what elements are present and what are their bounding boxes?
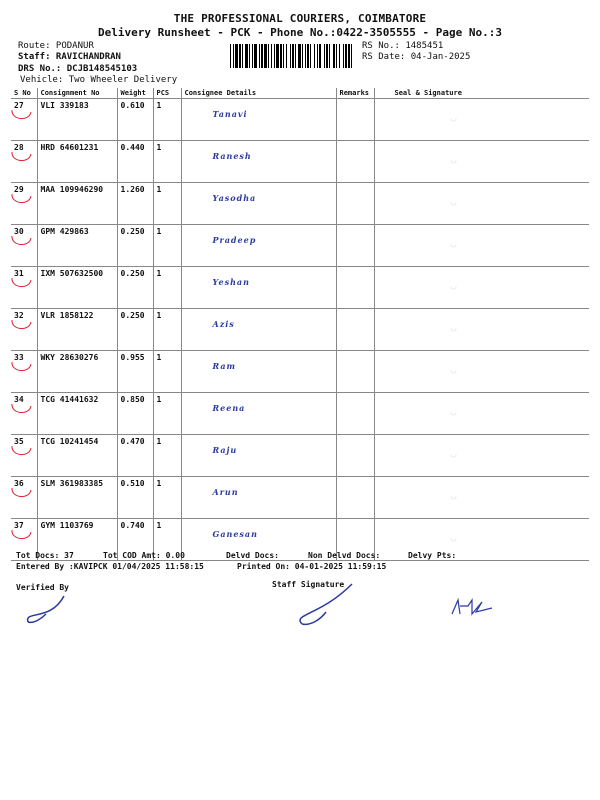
consignee-signature: Yeshan xyxy=(212,277,250,287)
seal-cell xyxy=(374,519,589,561)
sno-value: 34 xyxy=(14,395,24,404)
drs-label: DRS No.: DCJB148545103 xyxy=(18,64,138,74)
faint-stamp-icon: ◡ xyxy=(450,281,457,292)
consignee-cell xyxy=(181,99,336,141)
consignee-signature: Ram xyxy=(212,361,236,371)
seal-cell xyxy=(374,225,589,267)
consignment-cell: VLI 339183 xyxy=(37,99,117,141)
remarks-cell xyxy=(336,183,374,225)
pcs-cell: 1 xyxy=(153,309,181,351)
sno-value: 28 xyxy=(14,143,24,152)
consignee-signature: Ranesh xyxy=(212,151,252,161)
consignment-cell: HRD 64601231 xyxy=(37,141,117,183)
seal-cell xyxy=(374,183,589,225)
sno-cell xyxy=(11,351,37,393)
seal-cell xyxy=(374,351,589,393)
consignment-cell: SLM 361983385 xyxy=(37,477,117,519)
pcs-cell: 1 xyxy=(153,99,181,141)
seal-cell xyxy=(374,309,589,351)
col-seal: Seal & Signature xyxy=(374,88,589,99)
vehicle-label: Vehicle: Two Wheeler Delivery xyxy=(20,75,178,85)
sno-cell xyxy=(11,393,37,435)
remarks-cell xyxy=(336,141,374,183)
delvd-docs: Delvd Docs: xyxy=(226,551,279,560)
consignment-cell: MAA 109946290 xyxy=(37,183,117,225)
pcs-cell: 1 xyxy=(153,477,181,519)
company-title: THE PROFESSIONAL COURIERS, COIMBATORE xyxy=(173,12,427,25)
weight-cell: 0.740 xyxy=(117,519,153,561)
staff-label: Staff: RAVICHANDRAN xyxy=(18,52,121,62)
consignee-cell xyxy=(181,435,336,477)
consignee-cell xyxy=(181,351,336,393)
non-delvd-docs: Non Delvd Docs: xyxy=(308,551,381,560)
seal-cell xyxy=(374,393,589,435)
col-weight: Weight xyxy=(117,88,153,99)
sno-value: 37 xyxy=(14,521,24,530)
col-sno: S No xyxy=(11,88,37,99)
seal-cell xyxy=(374,435,589,477)
table-header-row xyxy=(11,88,589,99)
faint-stamp-icon: ◡ xyxy=(450,197,457,208)
consignee-signature: Arun xyxy=(212,487,239,497)
consignee-cell xyxy=(181,393,336,435)
sno-value: 32 xyxy=(14,311,24,320)
sno-cell xyxy=(11,309,37,351)
table-row xyxy=(11,99,589,141)
table-row xyxy=(11,519,589,561)
consignee-cell xyxy=(181,309,336,351)
pcs-cell: 1 xyxy=(153,519,181,561)
consignee-cell xyxy=(181,267,336,309)
remarks-cell xyxy=(336,267,374,309)
remarks-cell xyxy=(336,435,374,477)
entered-by: Entered By :KAVIPCK 01/04/2025 11:58:15 xyxy=(16,562,204,571)
weight-cell: 0.250 xyxy=(117,225,153,267)
pcs-cell: 1 xyxy=(153,435,181,477)
delvy-pts: Delvy Pts: xyxy=(408,551,457,560)
weight-cell: 0.955 xyxy=(117,351,153,393)
table-row xyxy=(11,393,589,435)
weight-cell: 0.470 xyxy=(117,435,153,477)
consignment-cell: VLR 1858122 xyxy=(37,309,117,351)
staff-signature-label: Staff Signature xyxy=(272,580,345,589)
faint-stamp-icon: ◡ xyxy=(450,323,457,334)
staff-signature xyxy=(290,580,360,630)
barcode xyxy=(230,44,352,68)
table-row xyxy=(11,351,589,393)
consignee-cell xyxy=(181,225,336,267)
sno-value: 35 xyxy=(14,437,24,446)
weight-cell: 0.440 xyxy=(117,141,153,183)
remarks-cell xyxy=(336,309,374,351)
sno-cell xyxy=(11,477,37,519)
remarks-cell xyxy=(336,393,374,435)
sno-value: 31 xyxy=(14,269,24,278)
remarks-cell xyxy=(336,477,374,519)
consignee-signature: Azis xyxy=(212,319,235,329)
table-row xyxy=(11,225,589,267)
table-row xyxy=(11,435,589,477)
consignment-cell: GPM 429863 xyxy=(37,225,117,267)
pcs-cell: 1 xyxy=(153,267,181,309)
weight-cell: 0.250 xyxy=(117,309,153,351)
remarks-cell xyxy=(336,99,374,141)
consignee-signature: Reena xyxy=(212,403,246,413)
faint-stamp-icon: ◡ xyxy=(450,533,457,544)
seal-cell xyxy=(374,141,589,183)
rs-number: RS No.: 1485451 xyxy=(362,41,444,51)
col-consignee: Consignee Details xyxy=(181,88,336,99)
faint-stamp-icon: ◡ xyxy=(450,365,457,376)
runsheet-subtitle: Delivery Runsheet - PCK - Phone No.:0422-3505555 - Page No.:3 xyxy=(98,26,502,39)
sno-value: 33 xyxy=(14,353,24,362)
seal-cell xyxy=(374,99,589,141)
faint-stamp-icon: ◡ xyxy=(450,407,457,418)
pcs-cell: 1 xyxy=(153,183,181,225)
weight-cell: 1.260 xyxy=(117,183,153,225)
sno-cell xyxy=(11,99,37,141)
sno-cell xyxy=(11,141,37,183)
seal-cell xyxy=(374,267,589,309)
col-remarks: Remarks xyxy=(336,88,374,99)
tot-cod: Tot COD Amt: 0.00 xyxy=(103,551,185,560)
sno-cell xyxy=(11,267,37,309)
sno-cell xyxy=(11,183,37,225)
faint-stamp-icon: ◡ xyxy=(450,239,457,250)
verified-by-label: Verified By xyxy=(16,583,69,592)
weight-cell: 0.850 xyxy=(117,393,153,435)
sno-cell xyxy=(11,225,37,267)
tot-docs: Tot Docs: 37 xyxy=(16,551,74,560)
consignee-signature: Pradeep xyxy=(212,235,257,245)
consignee-cell xyxy=(181,477,336,519)
consignment-cell: IXM 507632500 xyxy=(37,267,117,309)
sno-cell xyxy=(11,435,37,477)
runsheet-table xyxy=(11,88,589,561)
weight-cell: 0.510 xyxy=(117,477,153,519)
pcs-cell: 1 xyxy=(153,225,181,267)
consignee-signature: Raju xyxy=(212,445,238,455)
verifier-signature xyxy=(20,592,80,628)
pcs-cell: 1 xyxy=(153,351,181,393)
consignment-cell: TCG 10241454 xyxy=(37,435,117,477)
consignee-signature: Tanavi xyxy=(212,109,248,119)
faint-stamp-icon: ◡ xyxy=(450,113,457,124)
consignee-signature: Ganesan xyxy=(212,529,258,539)
sno-value: 29 xyxy=(14,185,24,194)
pcs-cell: 1 xyxy=(153,141,181,183)
seal-cell xyxy=(374,477,589,519)
remarks-cell xyxy=(336,351,374,393)
table-row xyxy=(11,477,589,519)
printed-on: Printed On: 04-01-2025 11:59:15 xyxy=(237,562,387,571)
col-pcs: PCS xyxy=(153,88,181,99)
faint-stamp-icon: ◡ xyxy=(450,449,457,460)
table-row xyxy=(11,183,589,225)
remarks-cell xyxy=(336,225,374,267)
route-label: Route: PODANUR xyxy=(18,41,94,51)
rs-date: RS Date: 04-Jan-2025 xyxy=(362,52,471,62)
consignee-cell xyxy=(181,141,336,183)
table-row xyxy=(11,267,589,309)
faint-stamp-icon: ◡ xyxy=(450,491,457,502)
consignment-cell: WKY 28630276 xyxy=(37,351,117,393)
consignee-signature: Yasodha xyxy=(212,193,257,203)
weight-cell: 0.250 xyxy=(117,267,153,309)
sno-value: 30 xyxy=(14,227,24,236)
col-consignment: Consignment No xyxy=(37,88,117,99)
faint-stamp-icon: ◡ xyxy=(450,155,457,166)
pcs-cell: 1 xyxy=(153,393,181,435)
weight-cell: 0.610 xyxy=(117,99,153,141)
consignee-cell xyxy=(181,183,336,225)
initials-signature xyxy=(448,596,500,622)
consignment-cell: TCG 41441632 xyxy=(37,393,117,435)
consignment-cell: GYM 1103769 xyxy=(37,519,117,561)
table-row xyxy=(11,309,589,351)
sno-value: 27 xyxy=(14,101,24,110)
table-row xyxy=(11,141,589,183)
sno-value: 36 xyxy=(14,479,24,488)
